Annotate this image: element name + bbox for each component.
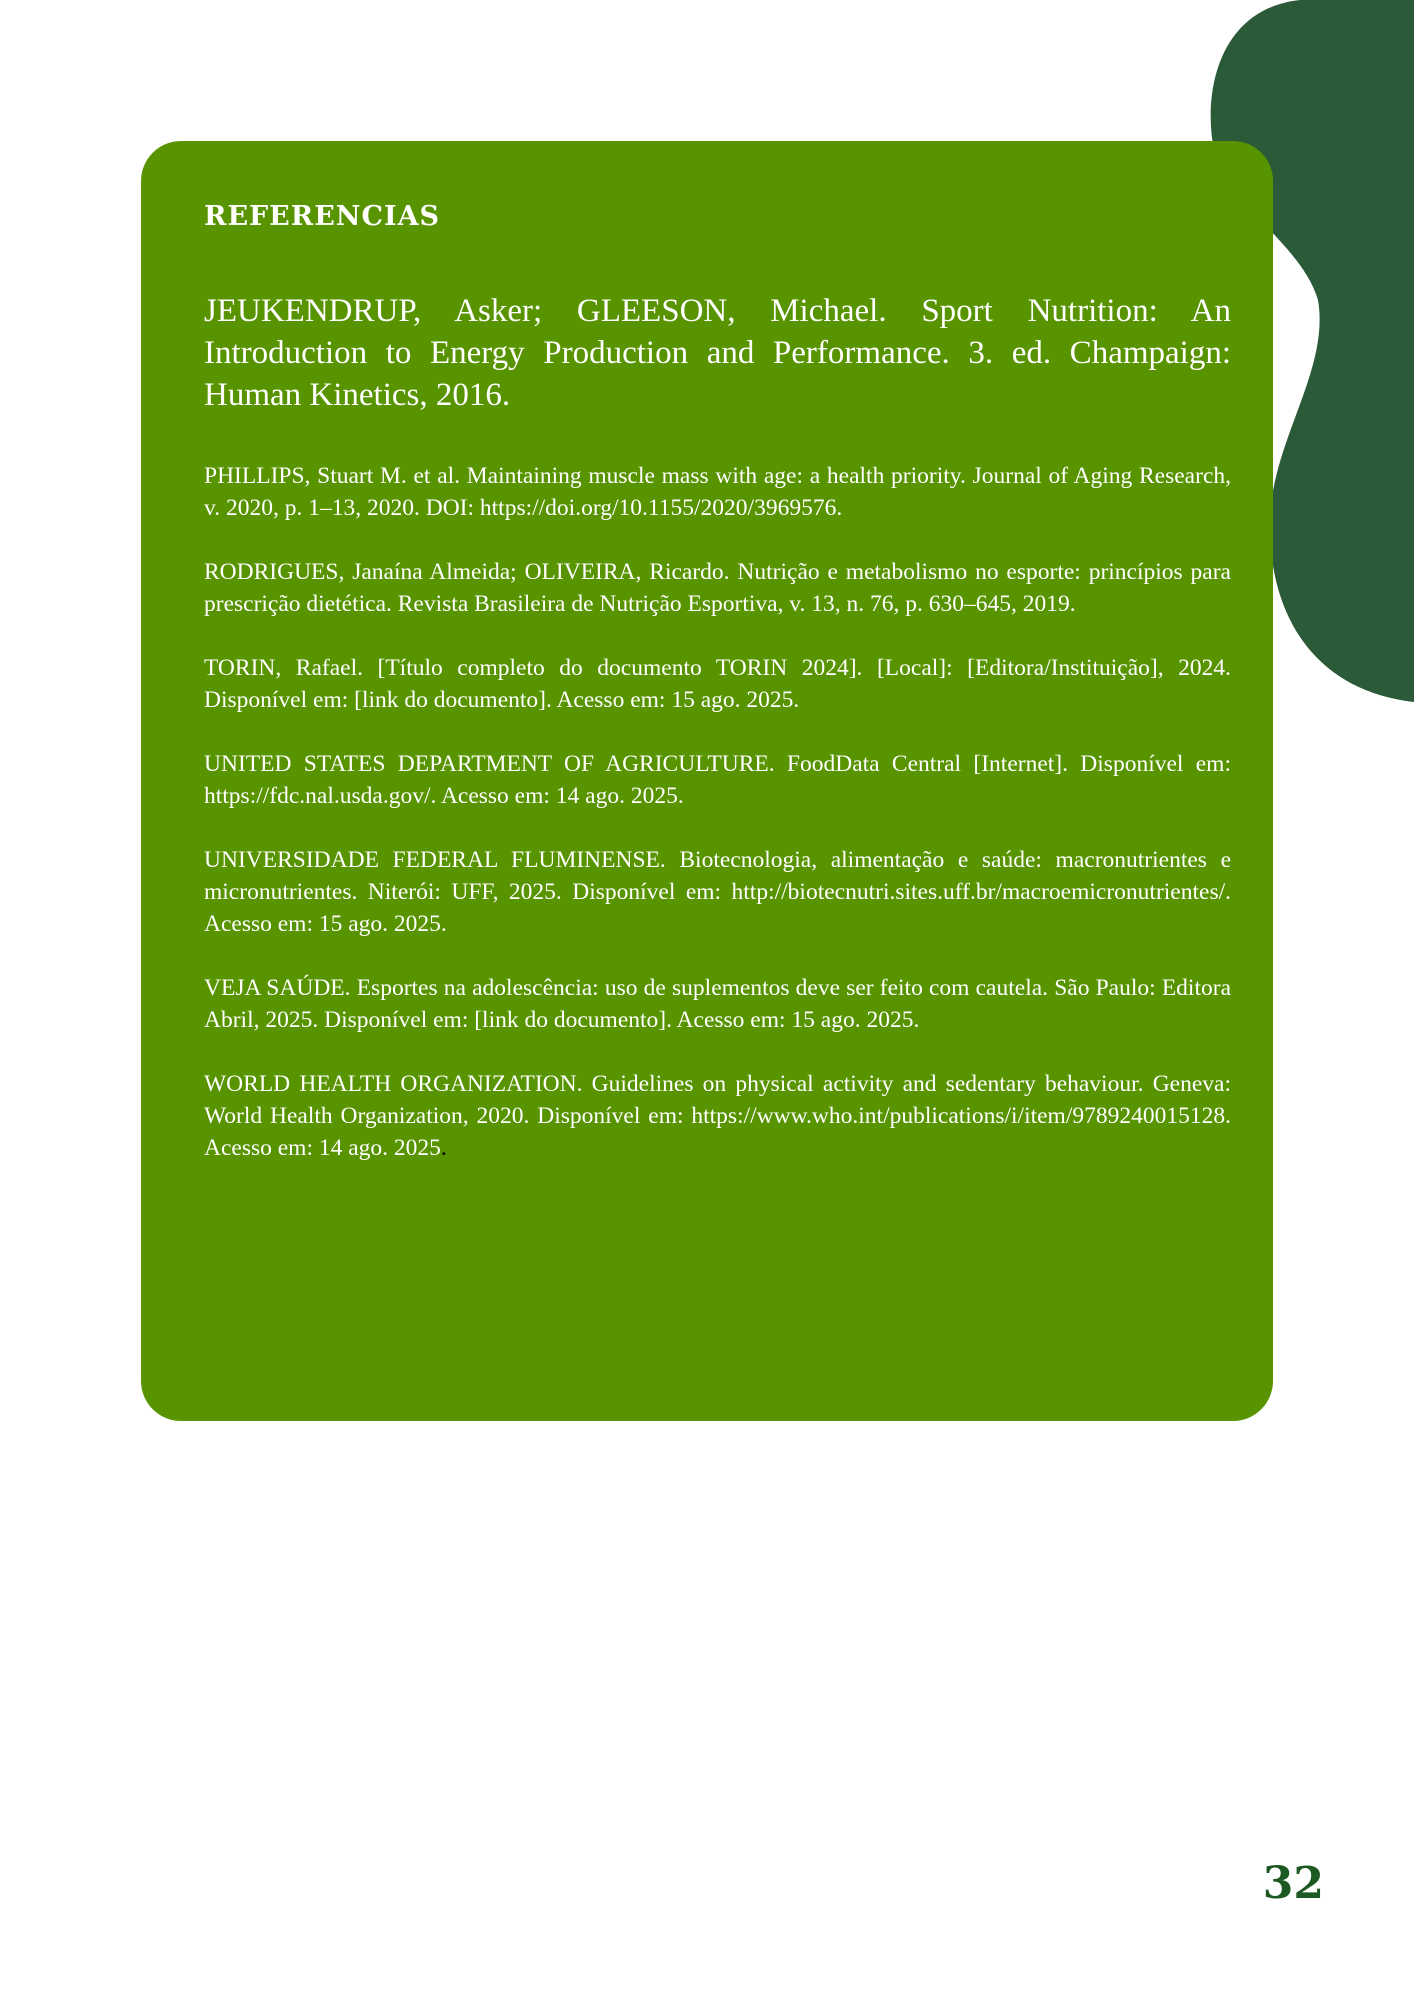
reference-item: JEUKENDRUP, Asker; GLEESON, Michael. Sport Nutrition: An Introduction to Energy Production and Performance. 3. ed. Champaign: Human Kinetics, 2016. [204,293,1231,413]
reference-text: WORLD HEALTH ORGANIZATION. Guidelines on physical activity and sedentary behaviour. Geneva: World Health Organization, 2020. Disponível em: https://www.who.int/publications/i/item/9789240015128. Acesso em: 14 ago. 2025 [204,1071,1231,1161]
reference-item [204,1068,1231,1164]
reference-item: PHILLIPS, Stuart M. et al. Maintaining muscle mass with age: a health priority. Journal of Aging Research, v. 2020, p. 1–13, 2020. DOI: https://doi.org/10.1155/2020/3969576. [204,463,1231,521]
reference-item: VEJA SAÚDE. Esportes na adolescência: uso de suplementos deve ser feito com cautela. São Paulo: Editora Abril, 2025. Disponível em: [link do documento]. Acesso em: 15 ago. 2025. [204,975,1231,1033]
trailing-period: . [440,1135,447,1161]
references-heading: REFERENCIAS [204,201,441,232]
reference-item: RODRIGUES, Janaína Almeida; OLIVEIRA, Ricardo. Nutrição e metabolismo no esporte: princípios para prescrição dietética. Revista Brasileira de Nutrição Esportiva, v. 13, n. 76, p. 630–645, 2019. [204,559,1231,617]
references-card [141,141,1273,1421]
reference-item: UNIVERSIDADE FEDERAL FLUMINENSE. Biotecnologia, alimentação e saúde: macronutrientes e micronutrientes. Niterói: UFF, 2025. Disponível em: http://biotecnutri.sites.uff.br/macroemicronutrientes/. Acesso em: 15 ago. 2025. [204,847,1231,937]
page-number: 32 [1262,1858,1324,1909]
reference-item: TORIN, Rafael. [Título completo do documento TORIN 2024]. [Local]: [Editora/Instituição], 2024. Disponível em: [link do documento]. Acesso em: 15 ago. 2025. [204,655,1231,713]
reference-item: UNITED STATES DEPARTMENT OF AGRICULTURE. FoodData Central [Internet]. Disponível em: https://fdc.nal.usda.gov/. Acesso em: 14 ago. 2025. [204,751,1231,809]
